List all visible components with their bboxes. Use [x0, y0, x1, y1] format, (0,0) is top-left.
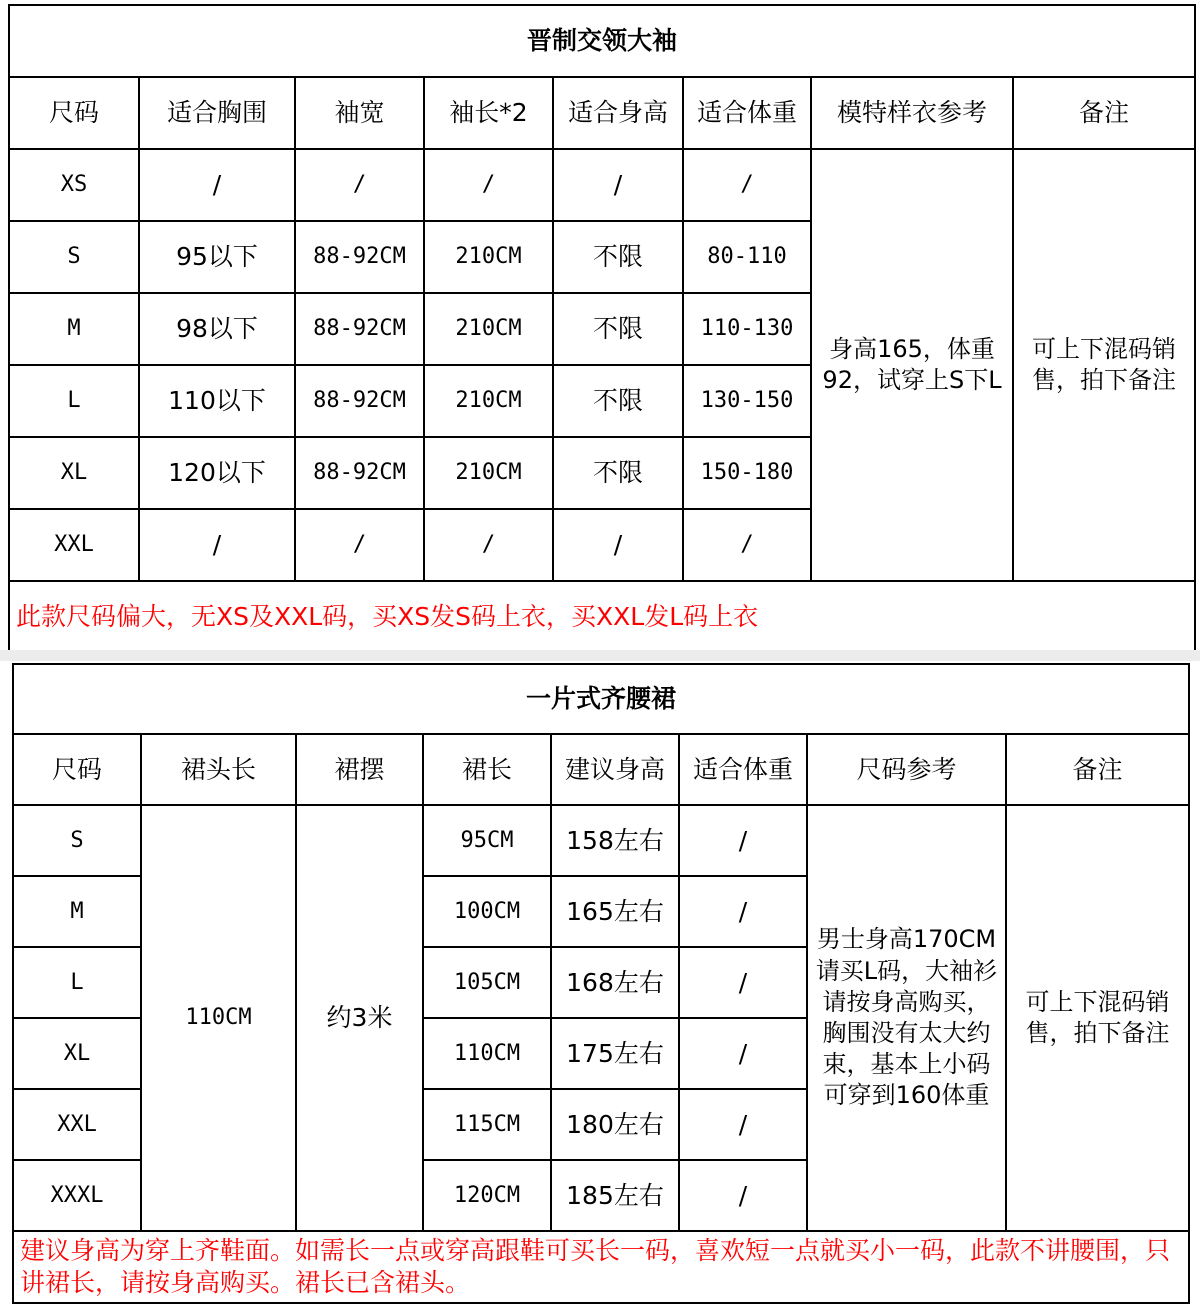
size-cell: XXXL [13, 1160, 141, 1231]
header-cell: 裙头长 [141, 734, 296, 805]
sleeve-length-cell: / [424, 509, 553, 581]
size-cell: M [9, 293, 139, 365]
header-cell: 适合身高 [553, 77, 683, 149]
header-cell: 袖长*2 [424, 77, 553, 149]
sleeve-length-cell: 210CM [424, 293, 553, 365]
header-cell: 尺码参考 [807, 734, 1006, 805]
size-cell: XS [9, 149, 139, 221]
header-cell: 尺码 [13, 734, 141, 805]
chest-cell: 120以下 [139, 437, 295, 509]
skirt-length-cell: 100CM [423, 876, 551, 947]
skirt-size-table [12, 663, 1190, 1304]
size-cell: XXL [13, 1089, 141, 1160]
chest-cell: 110以下 [139, 365, 295, 437]
weight-cell: 80-110 [683, 221, 811, 293]
size-cell: XL [9, 437, 139, 509]
weight-cell: / [679, 805, 807, 876]
size-reference-cell: 男士身高170CM请买L码，大袖衫请按身高购买，胸围没有太大约束，基本上小码可穿到160体重 [807, 805, 1006, 1231]
model-reference-cell: 身高165，体重92，试穿上S下L [811, 149, 1013, 581]
weight-cell: / [679, 1018, 807, 1089]
size-cell: XL [13, 1018, 141, 1089]
chest-cell: / [139, 149, 295, 221]
chest-cell: / [139, 509, 295, 581]
height-cell: / [553, 149, 683, 221]
weight-cell: / [679, 1089, 807, 1160]
height-cell: 不限 [553, 293, 683, 365]
weight-cell: 110-130 [683, 293, 811, 365]
skirt-length-cell: 115CM [423, 1089, 551, 1160]
header-cell: 袖宽 [295, 77, 424, 149]
skirt-length-cell: 110CM [423, 1018, 551, 1089]
sleeve-length-cell: 210CM [424, 221, 553, 293]
suggested-height-cell: 175左右 [551, 1018, 679, 1089]
header-cell: 模特样衣参考 [811, 77, 1013, 149]
sleeve-length-cell: / [424, 149, 553, 221]
top-table-title: 晋制交领大袖 [9, 5, 1195, 77]
height-cell: 不限 [553, 437, 683, 509]
size-cell: M [13, 876, 141, 947]
table-row [13, 805, 1189, 876]
height-cell: 不限 [553, 365, 683, 437]
skirt-length-cell: 120CM [423, 1160, 551, 1231]
waistband-cell: 110CM [141, 805, 296, 1231]
skirt-table-title: 一片式齐腰裙 [13, 664, 1189, 734]
weight-cell: / [683, 149, 811, 221]
size-cell: S [9, 221, 139, 293]
height-cell: / [553, 509, 683, 581]
suggested-height-cell: 158左右 [551, 805, 679, 876]
weight-cell: / [679, 876, 807, 947]
header-cell: 尺码 [9, 77, 139, 149]
header-cell: 裙摆 [296, 734, 423, 805]
suggested-height-cell: 180左右 [551, 1089, 679, 1160]
sleeve-width-cell: / [295, 149, 424, 221]
height-cell: 不限 [553, 221, 683, 293]
top-table-header-row [9, 77, 1195, 149]
size-cell: L [9, 365, 139, 437]
section-divider [0, 650, 1200, 661]
skirt-length-cell: 95CM [423, 805, 551, 876]
weight-cell: / [679, 1160, 807, 1231]
sleeve-length-cell: 210CM [424, 437, 553, 509]
sleeve-width-cell: 88-92CM [295, 437, 424, 509]
weight-cell: / [683, 509, 811, 581]
table-row [9, 149, 1195, 221]
sleeve-width-cell: 88-92CM [295, 365, 424, 437]
size-cell: S [13, 805, 141, 876]
sleeve-width-cell: 88-92CM [295, 293, 424, 365]
size-cell: XXL [9, 509, 139, 581]
remark-cell: 可上下混码销售，拍下备注 [1013, 149, 1195, 581]
suggested-height-cell: 168左右 [551, 947, 679, 1018]
suggested-height-cell: 185左右 [551, 1160, 679, 1231]
weight-cell: 150-180 [683, 437, 811, 509]
header-cell: 裙长 [423, 734, 551, 805]
skirt-table-header-row [13, 734, 1189, 805]
header-cell: 适合体重 [683, 77, 811, 149]
hem-cell: 约3米 [296, 805, 423, 1231]
chest-cell: 95以下 [139, 221, 295, 293]
sleeve-width-cell: / [295, 509, 424, 581]
sleeve-width-cell: 88-92CM [295, 221, 424, 293]
suggested-height-cell: 165左右 [551, 876, 679, 947]
size-cell: L [13, 947, 141, 1018]
header-cell: 适合胸围 [139, 77, 295, 149]
header-cell: 备注 [1013, 77, 1195, 149]
skirt-table-footnote: 建议身高为穿上齐鞋面。如需长一点或穿高跟鞋可买长一码，喜欢短一点就买小一码，此款不讲腰围，只讲裙长，请按身高购买。裙长已含裙头。 [13, 1231, 1189, 1303]
chest-cell: 98以下 [139, 293, 295, 365]
weight-cell: 130-150 [683, 365, 811, 437]
skirt-length-cell: 105CM [423, 947, 551, 1018]
header-cell: 适合体重 [679, 734, 807, 805]
header-cell: 建议身高 [551, 734, 679, 805]
header-cell: 备注 [1006, 734, 1189, 805]
top-table-footnote: 此款尺码偏大，无XS及XXL码，买XS发S码上衣，买XXL发L码上衣 [9, 581, 1195, 653]
top-size-table [8, 4, 1196, 654]
weight-cell: / [679, 947, 807, 1018]
sleeve-length-cell: 210CM [424, 365, 553, 437]
remark-cell: 可上下混码销售，拍下备注 [1006, 805, 1189, 1231]
